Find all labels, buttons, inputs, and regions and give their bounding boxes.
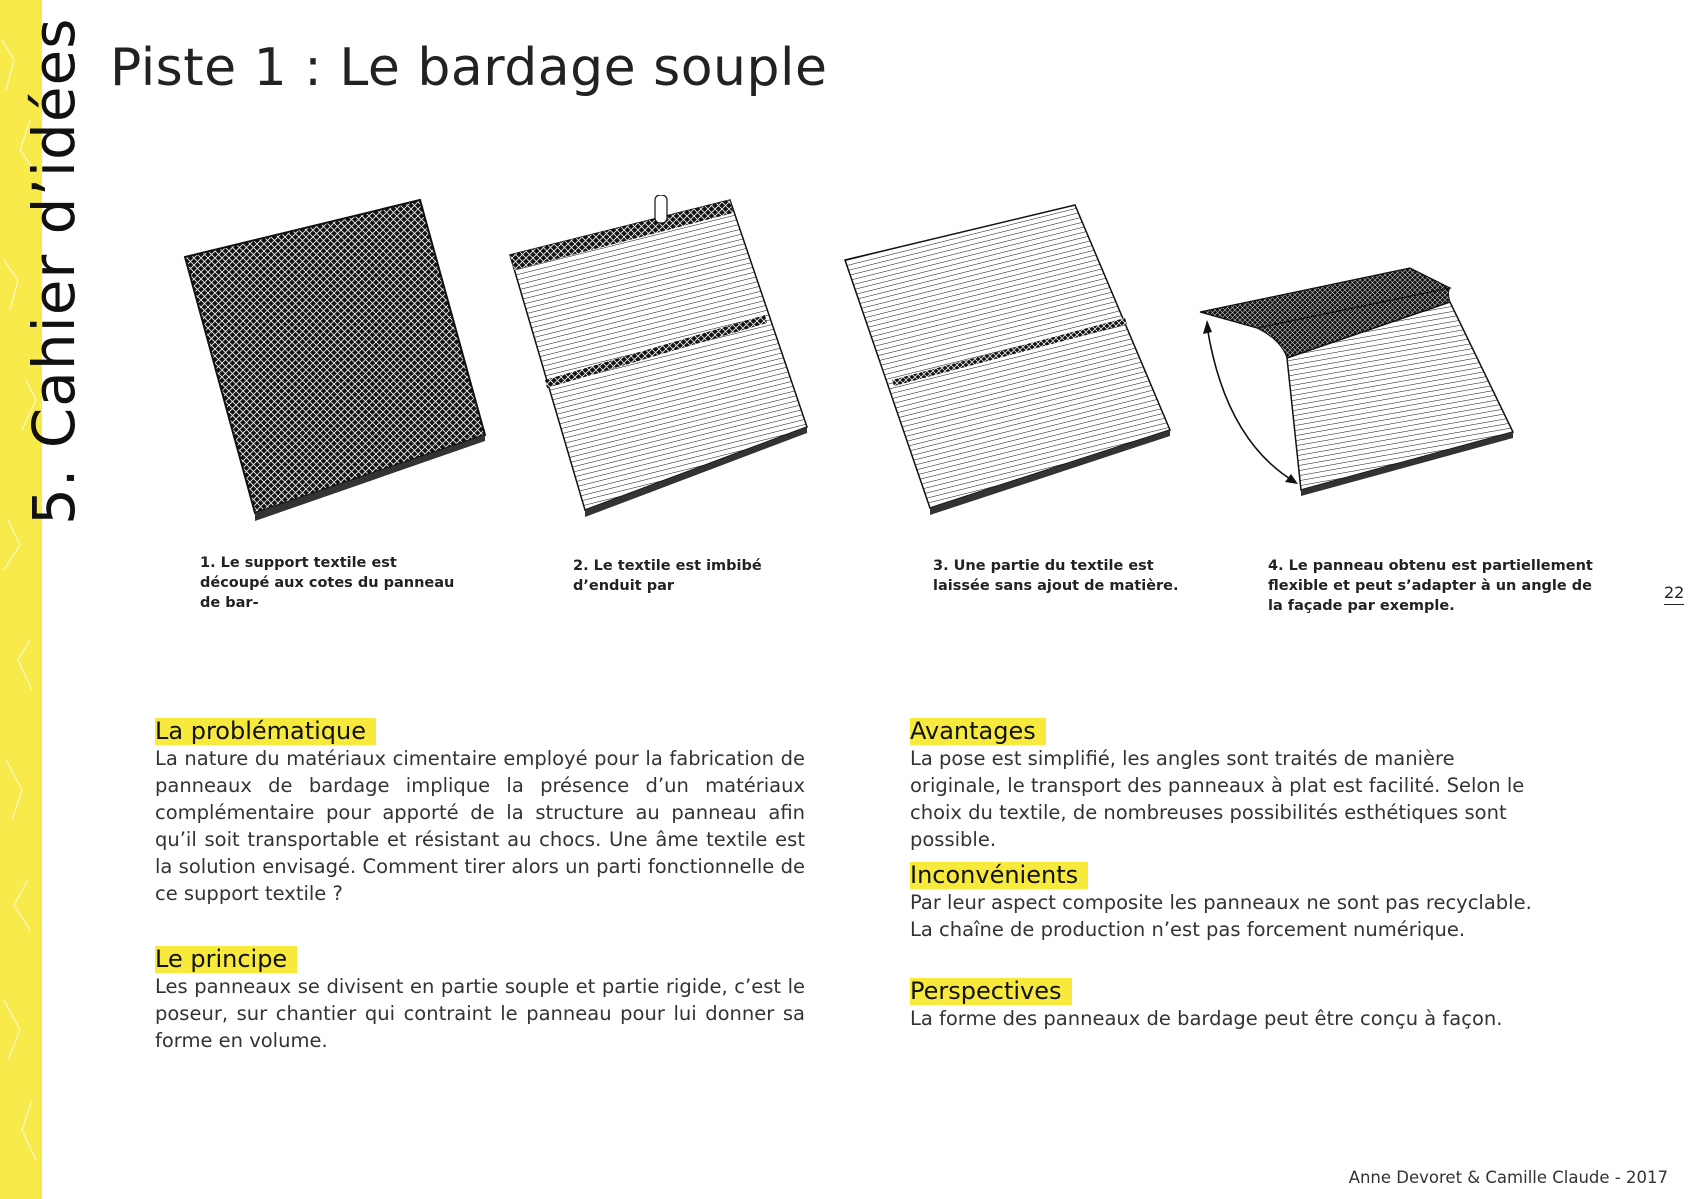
principe-heading: Le principe xyxy=(155,946,297,973)
illustration-step-1 xyxy=(180,195,500,525)
perspectives-heading: Perspectives xyxy=(910,978,1072,1005)
page-number: 22 xyxy=(1664,583,1684,605)
avantages-text: La pose est simplifié, les angles sont traités de manière originale, le transport des panneaux à plat est facilité. Selon le choix du textile, de nombreuses possibilités esthétiques sont possible. xyxy=(910,747,1525,851)
footer-credit: Anne Devoret & Camille Claude - 2017 xyxy=(1348,1168,1668,1187)
illustration-step-2 xyxy=(505,195,835,525)
avantages-section xyxy=(910,718,1550,853)
step-caption-3: 3. Une partie du textile est laissée sans ajout de matière. xyxy=(933,558,1179,594)
problematique-section xyxy=(155,718,805,907)
avantages-heading: Avantages xyxy=(910,718,1046,745)
step-caption-1: 1. Le support textile est découpé aux cotes du panneau de bar- xyxy=(200,555,455,611)
page-title: Piste 1 : Le bardage souple xyxy=(110,38,828,98)
illustration-step-4 xyxy=(1195,250,1525,500)
perspectives-section xyxy=(910,978,1550,1032)
inconvenients-text: Par leur aspect composite les panneaux ne sont pas recyclable. La chaîne de production n’est pas forcement numérique. xyxy=(910,891,1532,941)
step-caption-4: 4. Le panneau obtenu est partiellement flexible et peut s’adapter à un angle de la façade par exemple. xyxy=(1268,558,1593,614)
problematique-heading: La problématique xyxy=(155,718,376,745)
step-caption-2: 2. Le textile est imbibé d’enduit par xyxy=(573,558,762,594)
perspectives-text: La forme des panneaux de bardage peut être conçu à façon. xyxy=(910,1007,1503,1030)
section-title: 5. Cahier d’idées xyxy=(20,17,88,525)
inconvenients-section xyxy=(910,862,1550,943)
illustration-step-3 xyxy=(840,200,1180,520)
inconvenients-heading: Inconvénients xyxy=(910,862,1088,889)
problematique-text: La nature du matériaux cimentaire employé pour la fabrication de panneaux de bardage implique la présence d’un matériaux complémentaire pour apporté de la structure au panneau afin qu’il soit transportable et résistant au chocs. Une âme textile est la solution envisagé. Comment tirer alors un parti fonctionnelle de ce support textile ? xyxy=(155,747,805,905)
principe-section xyxy=(155,946,805,1054)
principe-text: Les panneaux se divisent en partie souple et partie rigide, c’est le poseur, sur chantier qui contraint le panneau pour lui donner sa forme en volume. xyxy=(155,975,805,1052)
